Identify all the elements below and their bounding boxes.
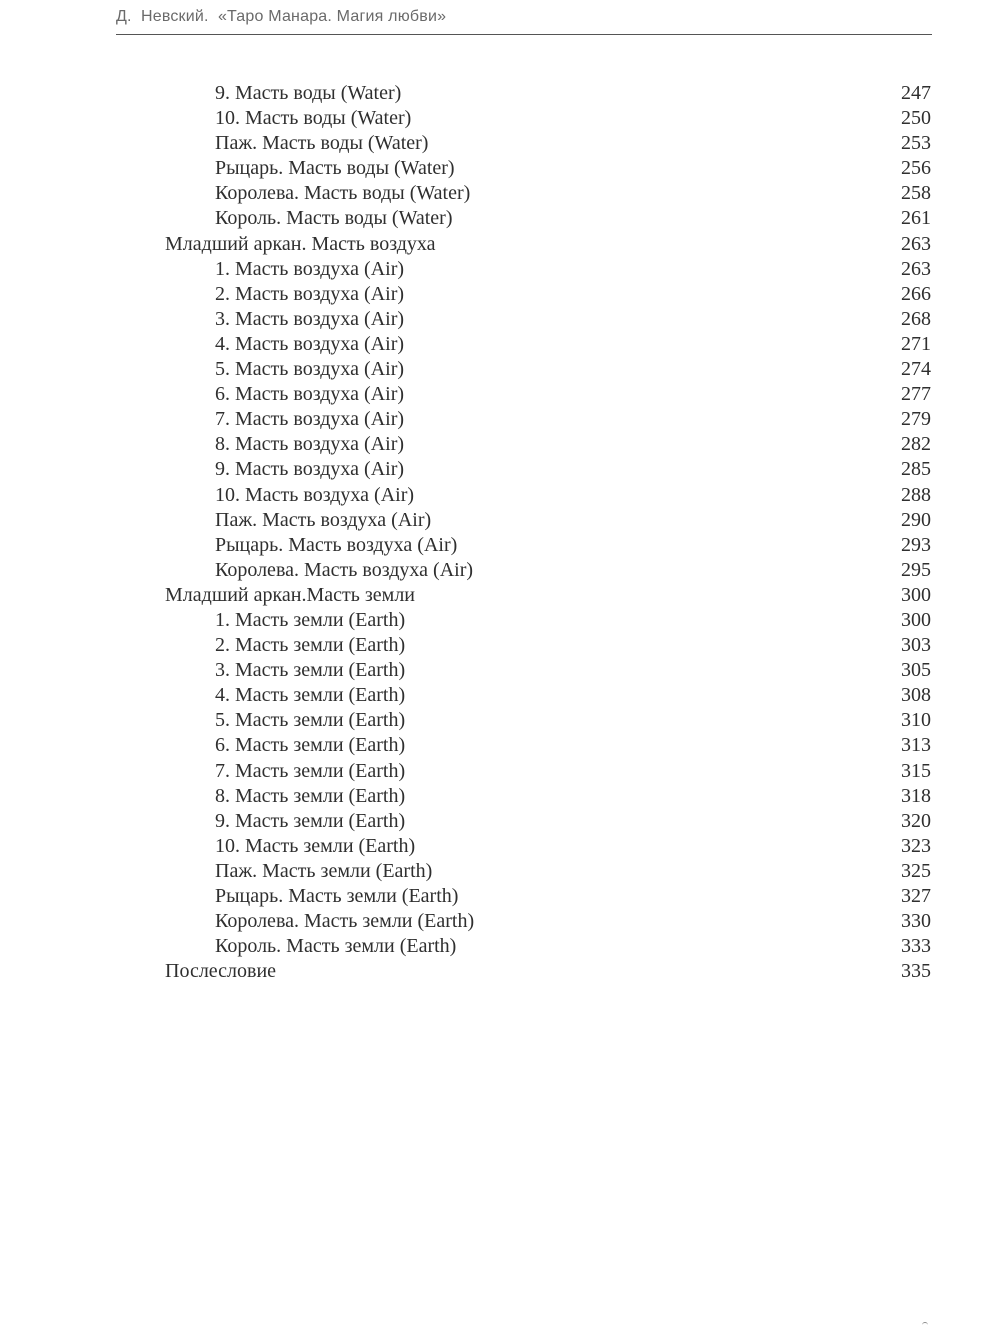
toc-entry-title: Король. Масть земли (Earth) [215,935,457,958]
toc-entry [0,131,1000,156]
toc-entry-title: 9. Масть воздуха (Air) [215,458,405,481]
toc-entry-page-number: 274 [901,358,931,381]
toc-entry-page-number: 323 [901,834,931,857]
toc-entry-page-number: 261 [901,207,931,230]
toc-entry-page-number: 295 [901,558,931,581]
toc-entry-title: 3. Масть воздуха (Air) [215,307,405,330]
toc-entry-page-number: 285 [901,458,931,481]
toc-entry [0,332,1000,357]
toc-entry [0,382,1000,407]
toc-entry-title: Младший аркан. Масть воздуха [165,232,436,255]
toc-entry-page-number: 308 [901,684,931,707]
toc-entry-title: 2. Масть воздуха (Air) [215,282,405,305]
toc-entry [0,884,1000,909]
toc-entry [0,282,1000,307]
toc-entry-title: 9. Масть земли (Earth) [215,809,406,832]
toc-entry-page-number: 253 [901,132,931,155]
toc-entry-page-number: 290 [901,508,931,531]
toc-entry-title: 7. Масть земли (Earth) [215,759,406,782]
toc-entry-page-number: 250 [901,107,931,130]
toc-entry-page-number: 271 [901,332,931,355]
toc-entry-page-number: 313 [901,734,931,757]
toc-entry-title: Младший аркан.Масть земли [165,583,416,606]
toc-entry-page-number: 258 [901,182,931,205]
toc-entry-title: 7. Масть воздуха (Air) [215,408,405,431]
toc-entry [0,508,1000,533]
toc-entry-title: 6. Масть земли (Earth) [215,734,406,757]
toc-section-entry [0,232,1000,257]
toc-entry-title: Рыцарь. Масть воздуха (Air) [215,533,458,556]
toc-entry-page-number: 288 [901,483,931,506]
toc-entry-title: 8. Масть воздуха (Air) [215,433,405,456]
toc-entry [0,759,1000,784]
toc-entry-page-number: 268 [901,307,931,330]
toc-entry-title: 5. Масть земли (Earth) [215,709,406,732]
toc-entry [0,809,1000,834]
toc-entry [0,859,1000,884]
toc-entry-page-number: 335 [901,960,931,983]
toc-entry-page-number: 305 [901,659,931,682]
toc-entry-title: Королева. Масть земли (Earth) [215,910,475,933]
running-header-title: Д. Невский. «Таро Манара. Магия любви» [116,8,447,25]
toc-entry-page-number: 282 [901,433,931,456]
toc-entry [0,483,1000,508]
toc-entry [0,357,1000,382]
toc-entry [0,658,1000,683]
toc-entry [0,784,1000,809]
toc-entry [0,834,1000,859]
toc-entry-page-number: 277 [901,383,931,406]
toc-entry-page-number: 325 [901,859,931,882]
toc-entry-title: 8. Масть земли (Earth) [215,784,406,807]
toc-entry-title: 3. Масть земли (Earth) [215,659,406,682]
toc-entry [0,934,1000,959]
toc-entry-page-number: 263 [901,257,931,280]
toc-entry-page-number: 279 [901,408,931,431]
toc-entry [0,432,1000,457]
toc-entry-title: 6. Масть воздуха (Air) [215,383,405,406]
toc-entry-title: 10. Масть земли (Earth) [215,834,416,857]
toc-entry [0,533,1000,558]
toc-entry-title: 1. Масть земли (Earth) [215,608,406,631]
toc-entry-title: 10. Масть воды (Water) [215,107,412,130]
toc-entry-page-number: 247 [901,82,931,104]
toc-entry-title: Королева. Масть воздуха (Air) [215,558,474,581]
toc-entry-title: 5. Масть воздуха (Air) [215,358,405,381]
toc-entry-page-number: 320 [901,809,931,832]
toc-entry [0,733,1000,758]
toc-entry-title: Рыцарь. Масть воды (Water) [215,157,455,180]
toc-entry [0,608,1000,633]
toc-entry-page-number: 327 [901,885,931,907]
toc-entry-page-number: 330 [901,910,931,933]
toc-entry-title: Паж. Масть земли (Earth) [215,859,433,882]
toc-entry-title: Паж. Масть воздуха (Air) [215,508,432,531]
toc-entry [0,558,1000,583]
toc-entry-title: 4. Масть земли (Earth) [215,684,406,707]
toc-entry-page-number: 310 [901,709,931,732]
toc-entry [0,257,1000,282]
toc-entry-page-number: 263 [901,232,931,255]
toc-entry-title: Послесловие [165,960,277,983]
toc-entry-page-number: 300 [901,608,931,631]
toc-entry-title: 9. Масть воды (Water) [215,82,402,104]
running-header [116,6,932,35]
toc-entry-page-number: 300 [901,583,931,606]
toc-entry-page-number: 293 [901,533,931,556]
toc-entry [0,106,1000,131]
toc-entry-page-number: 318 [901,784,931,807]
toc-entry-page-number: 333 [901,935,931,958]
toc-entry [0,683,1000,708]
toc-entry [0,633,1000,658]
toc-entry-page-number: 266 [901,282,931,305]
toc-entry [0,457,1000,482]
toc-entry-title: 1. Масть воздуха (Air) [215,257,405,280]
toc-entry [0,407,1000,432]
toc-entry-title: Король. Масть воды (Water) [215,207,453,230]
toc-entry-page-number: 256 [901,157,931,180]
page-corner-mark [922,1322,928,1327]
toc-entry [0,708,1000,733]
toc-entry-title: Паж. Масть воды (Water) [215,132,429,155]
toc-entry-title: 2. Масть земли (Earth) [215,634,406,657]
table-of-contents [0,81,1000,984]
toc-entry [0,307,1000,332]
toc-section-entry [0,959,1000,984]
toc-entry-title: Рыцарь. Масть земли (Earth) [215,885,459,907]
toc-entry-page-number: 315 [901,759,931,782]
toc-section-entry [0,583,1000,608]
toc-entry [0,909,1000,934]
toc-entry [0,81,1000,106]
toc-entry-title: Королева. Масть воды (Water) [215,182,471,205]
toc-entry-page-number: 303 [901,634,931,657]
toc-entry [0,181,1000,206]
toc-entry [0,156,1000,181]
toc-entry [0,206,1000,231]
toc-entry-title: 10. Масть воздуха (Air) [215,483,415,506]
toc-entry-title: 4. Масть воздуха (Air) [215,332,405,355]
